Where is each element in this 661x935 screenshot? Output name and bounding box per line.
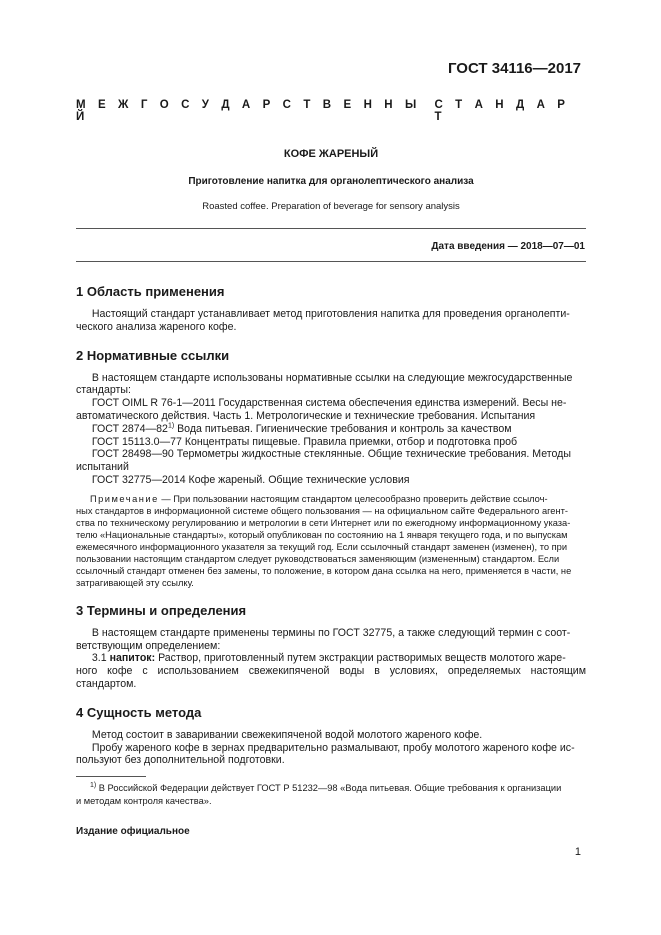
footnote-line <box>76 782 586 795</box>
term-definition <box>76 652 586 665</box>
document-title: КОФЕ ЖАРЕНЫЙ <box>283 148 379 160</box>
text: ГОСТ 15113.0—77 Концентраты пищевые. Правила приемки, отбор и подготовка проб <box>91 435 518 448</box>
paragraph-line: пользуют без дополнительной подготовки. <box>76 754 285 767</box>
footnote <box>76 782 586 807</box>
divider-top <box>76 228 586 229</box>
divider-bottom <box>76 261 586 262</box>
text: Метод состоит в заваривании свежекипяченой водой молотого жареного кофе. <box>91 728 483 741</box>
banner-word-interstate: М Е Ж Г О С У Д А Р С Т В Е Н Н Ы Й <box>76 99 421 123</box>
paragraph-line: ветствующим определением: <box>76 639 221 652</box>
introduction-date: Дата введения — 2018—07—01 <box>431 241 585 252</box>
gost-number: ГОСТ 34116—2017 <box>447 60 581 77</box>
document-subtitle: Приготовление напитка для органолептического анализа <box>188 176 474 187</box>
reference-item <box>76 436 586 449</box>
term-name: напиток: <box>109 652 156 665</box>
term-definition-cont: ного кофе с использованием свежекипяченой воды в условиях, определяемых настоящим стандартом. <box>76 665 586 690</box>
note-line: затрагивающей эту ссылку. <box>76 577 194 588</box>
note-line: пользовании настоящим стандартом следует руководствоваться заменяющим (измененным) стандартом. Если <box>76 553 560 564</box>
note-line: ежемесячного информационного указателя за текущий год. Если ссылочный стандарт заменен (изменен), то при <box>76 541 568 552</box>
reference-item <box>76 474 586 487</box>
text: Раствор, приготовленный путем экстракции растворимых веществ молотого жаре- <box>155 652 566 665</box>
footnote-line: и методам контроля качества». <box>76 795 212 806</box>
reference-item-cont: испытаний <box>76 461 129 474</box>
text: В Российской Федерации действует ГОСТ Р 51232—98 «Вода питьевая. Общие требования к организации <box>96 783 562 793</box>
footnote-divider <box>76 776 146 777</box>
section-method-essence <box>76 705 586 767</box>
section-terms-definitions <box>76 603 586 691</box>
paragraph-line: ческого анализа жареного кофе. <box>76 320 237 333</box>
paragraph-line <box>76 372 586 385</box>
note-line <box>76 493 586 505</box>
text: В настоящем стандарте применены термины по ГОСТ 32775, а также следующий термин с соот- <box>91 626 571 639</box>
note-label: Примечание <box>89 493 159 504</box>
page-number: 1 <box>574 846 581 858</box>
text: ГОСТ 2874—82 <box>91 422 168 435</box>
note-line: ссылочный стандарт отменен без замены, то положение, в котором дана ссылка на него, применяется в части, не <box>76 565 572 576</box>
paragraph-line <box>76 308 586 321</box>
document-body <box>76 284 586 781</box>
official-edition-label: Издание официальное <box>76 826 190 837</box>
text: ГОСТ 32775—2014 Кофе жареный. Общие технические условия <box>91 473 410 486</box>
text: Пробу жареного кофе в зернах предварительно размалывают, пробу молотого жареного кофе ис- <box>91 741 575 754</box>
section-heading: 2 Нормативные ссылки <box>76 347 230 363</box>
section-heading: 3 Термины и определения <box>76 602 247 618</box>
note-block <box>76 493 586 589</box>
document-title-english: Roasted coffee. Preparation of beverage for sensory analysis <box>202 201 460 212</box>
reference-item <box>76 423 586 436</box>
reference-item <box>76 397 586 410</box>
paragraph-line <box>76 742 586 755</box>
footnote-ref[interactable]: 1) <box>167 422 175 430</box>
paragraph-line <box>76 627 586 640</box>
section-heading: 1 Область применения <box>76 284 225 299</box>
section-normative-references <box>76 348 586 589</box>
text: Вода питьевая. Гигиенические требования и контроль за качеством <box>174 422 512 435</box>
interstate-standard-banner <box>76 99 586 123</box>
text: Настоящий стандарт устанавливает метод приготовления напитка для проведения органолепти- <box>91 308 570 320</box>
text: ГОСТ OIML R 76-1—2011 Государственная система обеспечения единства измерений. Весы не- <box>91 397 567 410</box>
banner-word-standard: С Т А Н Д А Р Т <box>434 99 570 123</box>
term-number: 3.1 <box>91 652 110 665</box>
note-line: ных стандартов в информационной системе общего пользования — на официальном сайте Федерального агент- <box>76 505 568 516</box>
section-heading: 4 Сущность метода <box>76 704 202 720</box>
note-line: телю «Национальные стандарты», который опубликован по состоянию на 1 января текущего года, и по выпускам <box>76 529 568 540</box>
reference-item <box>76 448 586 461</box>
section-scope <box>76 284 586 334</box>
text: — При пользовании настоящим стандартом целесообразно проверить действие ссылоч- <box>158 493 548 504</box>
note-line: ства по техническому регулированию и метрологии в сети Интернет или по ежегодному информационному указа- <box>76 517 571 528</box>
paragraph-line: стандарты: <box>76 384 131 397</box>
text: ГОСТ 28498—90 Термометры жидкостные стеклянные. Общие технические требования. Методы <box>91 448 571 461</box>
text: В настоящем стандарте использованы нормативные ссылки на следующие межгосударственные <box>91 371 573 384</box>
reference-item-cont: автоматического действия. Часть 1. Метрологические и технические требования. Испытания <box>76 409 536 422</box>
paragraph-line <box>76 729 586 742</box>
footnote-mark: 1) <box>89 781 97 789</box>
